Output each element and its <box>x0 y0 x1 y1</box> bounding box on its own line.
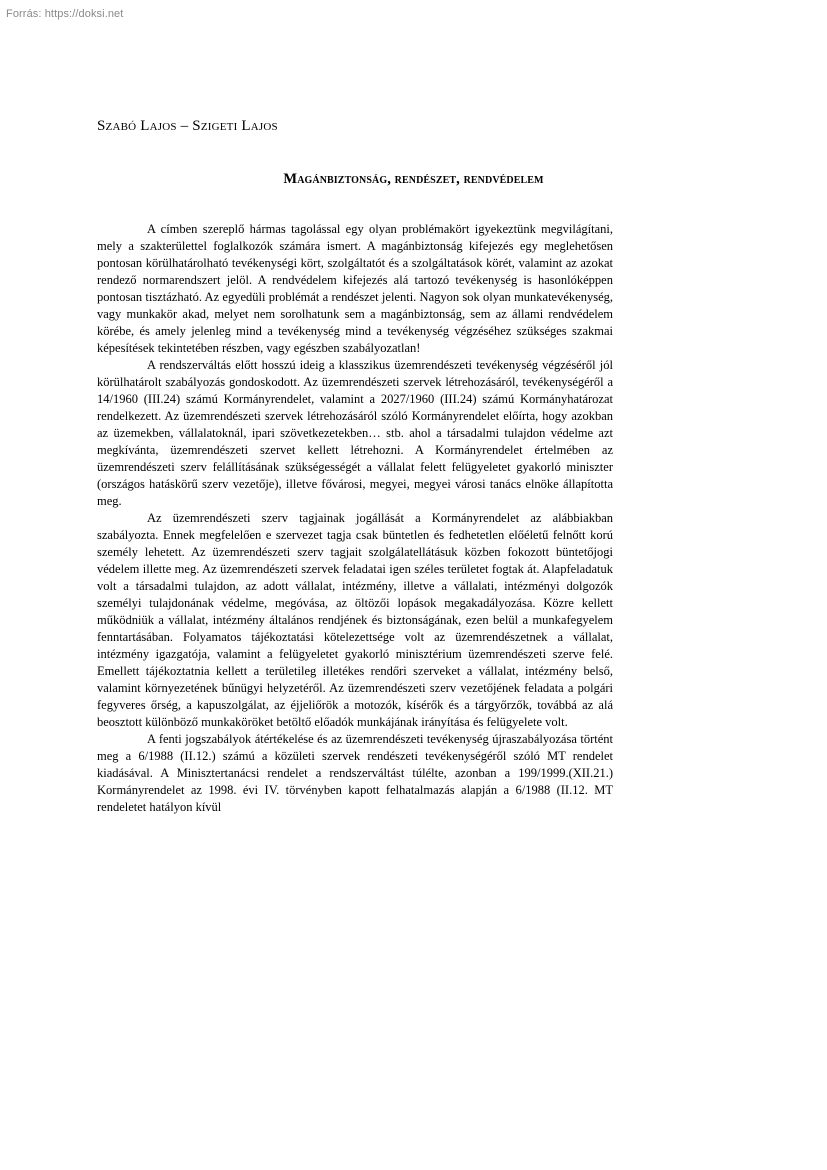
document-title: Magánbiztonság, rendészet, rendvédelem <box>283 171 544 187</box>
author-line: Szabó Lajos – Szigeti Lajos <box>97 118 278 134</box>
source-watermark: Forrás: https://doksi.net <box>6 8 124 20</box>
paragraph: A fenti jogszabályok átértékelése és az üzemrendészeti tevékenység újraszabályozása történt meg a 6/1988 (II.12.) számú a közületi szervek rendészeti tevékenységéről szóló MT rendelet kiadásával. A Minisztertanácsi rendelet a rendszerváltást túlélte, azonban a 199/1999.(XII.21.) Kormányrendelet az 1998. évi IV. törvényben kapott felhatalmazás alapján a 6/1988 (II.12. MT rendeletet hatályon kívül <box>97 732 613 814</box>
paragraph: A rendszerváltás előtt hosszú ideig a klasszikus üzemrendészeti tevékenység végzéséről jól körülhatárolt szabályozás gondoskodott. Az üzemrendészeti szervek létrehozásáról, tevékenységéről a 14/1960 (III.24) számú Kormányrendelet, valamint a 2027/1960 (III.24) számú Kormányhatározat rendelkezett. Az üzemrendészeti szervek létrehozásáról szóló Kormányrendelet előírta, hogy azokban az üzemekben, vállalatoknál, ipari szövetkezetekben… stb. ahol a társadalmi tulajdon védelme azt megkívánta, üzemrendészeti szervet kellett létrehozni. A Kormányrendelet értelmében az üzemrendészeti szerv felállításának szükségességét a vállalat felett felügyeletet gyakorló miniszter (országos hatáskörű szerv vezetője), illetve fővárosi, megyei, megyei városi tanács elnöke állapította meg. <box>97 358 613 508</box>
paragraph: A címben szereplő hármas tagolással egy olyan problémakört igyekeztünk megvilágítani, mely a szakterülettel foglalkozók számára ismert. A magánbiztonság kifejezés egy meglehetősen pontosan körülhatárolható tevékenységi kört, szolgáltatót és a szolgáltatások körét, valamint az azokat rendező normarendszert jelöl. A rendvédelem kifejezés alá tartozó tevékenység is hasonlóképpen pontosan tisztázható. Az egyedüli problémát a rendészet jelenti. Nagyon sok olyan munkatevékenység, vagy munkakör akad, melyet nem sorolhatunk sem a magánbiztonság, sem az állami rendvédelem körébe, és amely jelenleg mind a tevékenység mind a tevékenység végzéséhez szükséges szakmai képesítések tekintetében részben, vagy egészben szabályozatlan! <box>97 222 613 355</box>
paragraph: Az üzemrendészeti szerv tagjainak jogállását a Kormányrendelet az alábbiakban szabályozta. Ennek megfelelően e szervezet tagja csak büntetlen és fedhetetlen előéletű felnőtt korú személy lehetett. Az üzemrendészeti szerv tagjait szolgálatellátásuk közben fokozott büntetőjogi védelem illette meg. Az üzemrendészeti szervek feladatai igen széles területet fogtak át. Alapfeladatuk volt a társadalmi tulajdon, az adott vállalat, intézmény, illetve a vállalati, intézményi dolgozók személyi tulajdonának védelme, megóvása, az öltözői lopások megakadályozása. Közre kellett működniük a vállalat, intézmény általános rendjének és biztonságának, ezen belül a munkafegyelem fenntartásában. Folyamatos tájékoztatási kötelezettsége volt az üzemrendészetnek a vállalat, intézmény igazgatója, valamint a felügyeletet gyakorló minisztérium üzemrendészeti szerve felé. Emellett tájékoztatnia kellett a területileg illetékes rendőri szerveket a vállalat, intézmény belső, valamint környezetének bűnügyi helyzetéről. Az üzemrendészeti szerv vezetőjének feladata a polgári fegyveres őrség, a kapuszolgálat, az éjjeliőrök a motozók, kísérők és a tárgyőrzők, továbbá az alá beosztott különböző munkaköröket betöltő előadók munkájának irányítása és felügyelete volt. <box>97 511 613 729</box>
body-text <box>97 221 613 816</box>
